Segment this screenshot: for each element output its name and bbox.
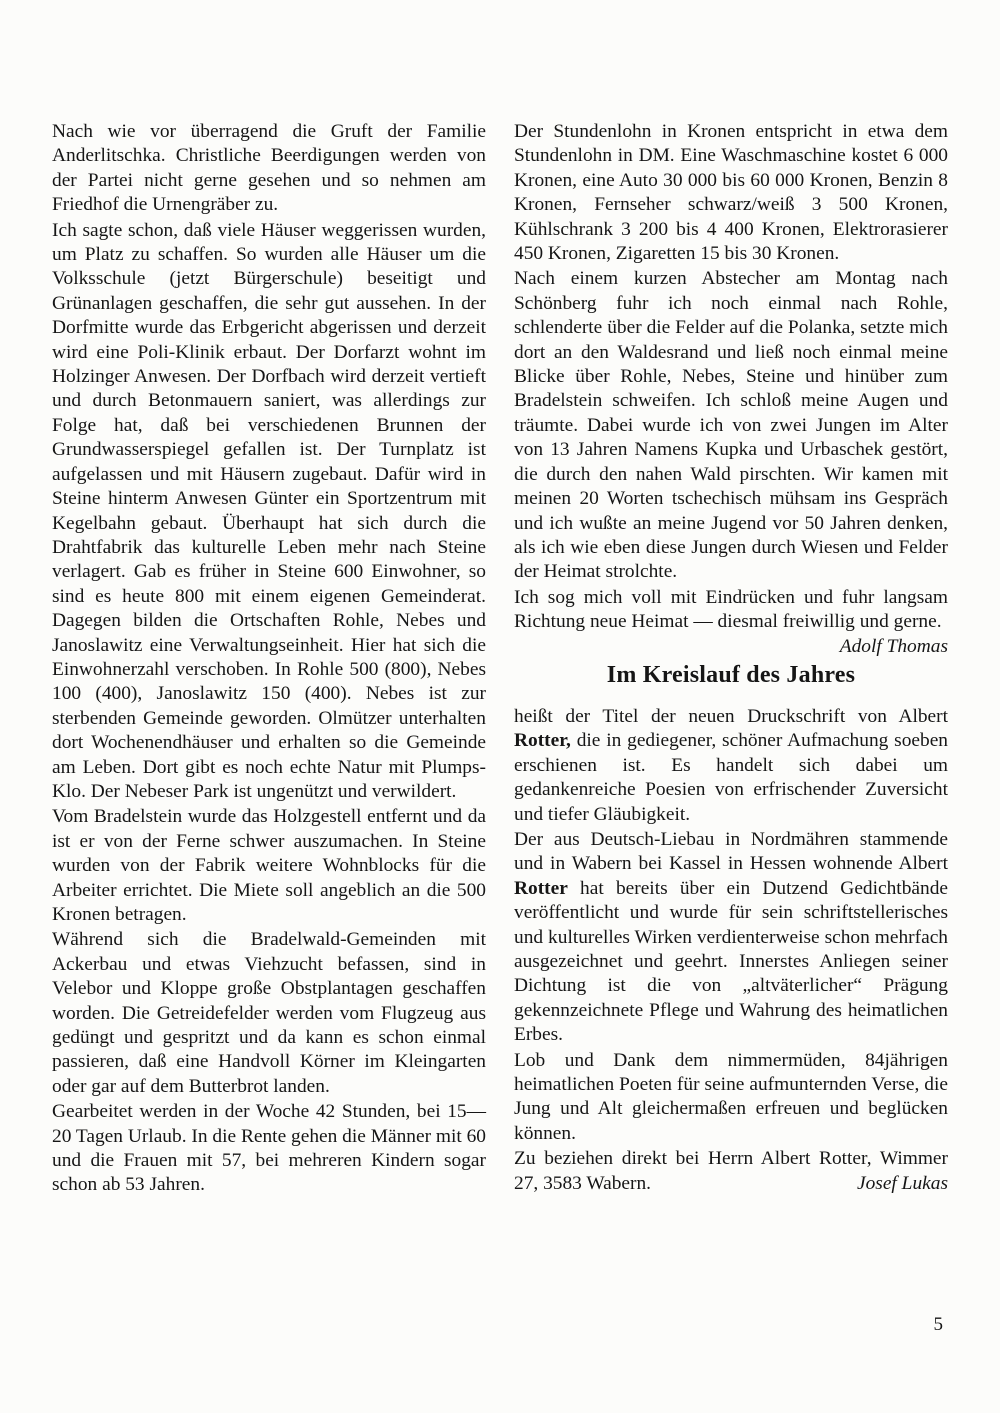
rotter-bio-text-cont: hat bereits über ein Dutzend Gedichtbände veröffentlicht und wurde für sein schriftstellerisches und kulturelles Wirken verdienterweise schon mehrfach ausgezeichnet und geehrt. Innerstes Anliegen seiner Dichtung ist die von „altväterlicher“ Prägung gekennzeichnete Pflege und Wahrung des heimatlichen Erbes. — [514, 877, 948, 1046]
rotter-bio-text: Der aus Deutsch-Liebau in Nordmähren stammende und in Wabern bei Kassel in Hessen wohnende Albert — [514, 828, 948, 875]
book-intro-text-cont: die in gediegener, schöner Aufmachung soeben erschienen ist. Es handelt sich dabei um gedankenreiche Poesien von erfrischender Zuversicht und tiefer Gläubigkeit. — [514, 730, 948, 825]
right-column — [514, 120, 948, 1199]
author-name-bold: Rotter, — [514, 730, 571, 752]
paragraph-excursion: Nach einem kurzen Abstecher am Montag nach Schönberg fuhr ich noch einmal nach Rohle, schlenderte über die Felder auf die Polanka, setzte mich dort an den Waldesrand und ließ noch einmal meine Blicke über Rohle, Nebes, Steine und hinüber zum Bradelstein schweifen. Ich schloß meine Augen und träumte. Dabei wurde ich von zwei Jungen im Alter von 13 Jahren Namens Kupka und Urbaschek gestört, die durch den nahen Wald pirschten. Wir kamen mit meinen 20 Worten tschechisch mühsam ins Gespräch und ich wußte an meine Jugend vor 50 Jahren denken, als ich wie eben diese Jungen durch Wiesen und Felder der Heimat strolchte. — [514, 268, 948, 583]
author-name-bold: Rotter — [514, 877, 568, 899]
paragraph-closing — [514, 586, 948, 657]
closing-text: Ich sog mich voll mit Eindrücken und fuhr langsam Richtung neue Heimat — diesmal freiwillig und gerne. — [514, 586, 948, 633]
paragraph-work-hours: Gearbeitet werden in der Woche 42 Stunden, bei 15—20 Tagen Urlaub. In die Rente gehen die Männer mit 60 und die Frauen mit 57, bei mehreren Kindern sogar schon ab 53 Jahren. — [52, 1101, 486, 1196]
paragraph-agriculture: Während sich die Bradelwald-Gemeinden mit Ackerbau und etwas Viehzucht befassen, sind in Velebor und Kloppe große Obstplantagen geschaffen worden. Die Getreidefelder werden vom Flugzeug aus gedüngt und gespritzt und da kann es schon einmal passieren, daß eine Handvoll Körner im Kleingarten oder gar auf dem Butterbrot landen. — [52, 929, 486, 1097]
paragraph-village-changes: Ich sagte schon, daß viele Häuser weggerissen wurden, um Platz zu schaffen. So wurden alle Häuser um die Volksschule (jetzt Bürgerschule) beseitigt und Grünanlagen geschaffen, die sehr gut aussehen. In der Dorfmitte wurde das Erbgericht abgerissen und derzeit wird eine Poli-Klinik erbaut. Der Dorfarzt wohnt im Holzinger Anwesen. Der Dorfbach wird derzeit vertieft und durch Betonmauern saniert, was allerdings zur Folge hat, daß bei verschiedenen Brunnen der Grundwasserspiegel gefallen ist. Der Turnplatz ist aufgelassen und mit Häusern zugebaut. Dafür wird in Steine hinterm Anwesen Günter ein Sportzentrum mit Kegelbahn gebaut. Überhaupt hat sich durch die Drahtfabrik das kulturelle Leben mehr nach Steine verlagert. Gab es früher in Steine 600 Einwohner, so sind es heute 800 mit einem eigenen Gemeinderat. Dagegen bilden die Ortschaften Rohle, Nebes und Janoslawitz eine Verwaltungseinheit. Hier hat sich die Einwohnerzahl verschoben. In Rohle 500 (800), Nebes 100 (400), Janoslawitz 150 (400). Nebes ist zur sterbenden Gemeinde geworden. Olmützer unterhalten dort Wochenendhäuser und erhalten so die Gemeinde am Leben. Dort gibt es noch echte Natur mit Plumps-Klo. Der Nebeser Park ist ungenützt und verwildert. — [52, 219, 486, 802]
paragraph-order-info — [514, 1147, 948, 1196]
article-heading: Im Kreislauf des Jahres — [606, 661, 856, 688]
left-column — [52, 120, 486, 1199]
author-signature-adolf-thomas: Adolf Thomas — [839, 635, 948, 657]
page-content — [52, 120, 948, 1199]
paragraph-rotter-bio — [514, 828, 948, 1048]
book-intro-text: heißt der Titel der neuen Druckschrift von Albert — [514, 705, 948, 727]
paragraph-prices: Der Stundenlohn in Kronen entspricht in etwa dem Stundenlohn in DM. Eine Waschmaschine kostet 6 000 Kronen, eine Auto 30 000 bis 60 000 Kronen, Benzin 8 Kronen, Fernseher schwarz/weiß 3 500 Kronen, Kühlschrank 3 200 bis 4 400 Kronen, Elektrorasierer 450 Kronen, Zigaretten 15 bis 30 Kronen. — [514, 121, 948, 265]
paragraph-book-intro — [514, 705, 948, 827]
page-number: 5 — [933, 1314, 943, 1335]
order-info-text: Zu beziehen direkt bei Herrn Albert Rotter, Wimmer 27, 3583 Wabern. — [514, 1148, 948, 1194]
paragraph-praise: Lob und Dank dem nimmermüden, 84jährigen heimatlichen Poeten für seine aufmunternden Verse, die Jung und Alt gleichermaßen erfreuen und beglücken können. — [514, 1049, 948, 1144]
paragraph-bradelstein: Vom Bradelstein wurde das Holzgestell entfernt und da ist er von der Ferne schwer auszumachen. In Steine wurden von der Fabrik weitere Wohnblocks für die Arbeiter errichtet. Die Miete soll angeblich an die 500 Kronen betragen. — [52, 806, 486, 925]
author-signature-josef-lukas: Josef Lukas — [856, 1172, 948, 1194]
paragraph-cemetery: Nach wie vor überragend die Gruft der Familie Anderlitschka. Christliche Beerdigungen werden von der Partei nicht gerne gesehen und so nehmen am Friedhof die Urnengräber zu. — [52, 121, 486, 216]
